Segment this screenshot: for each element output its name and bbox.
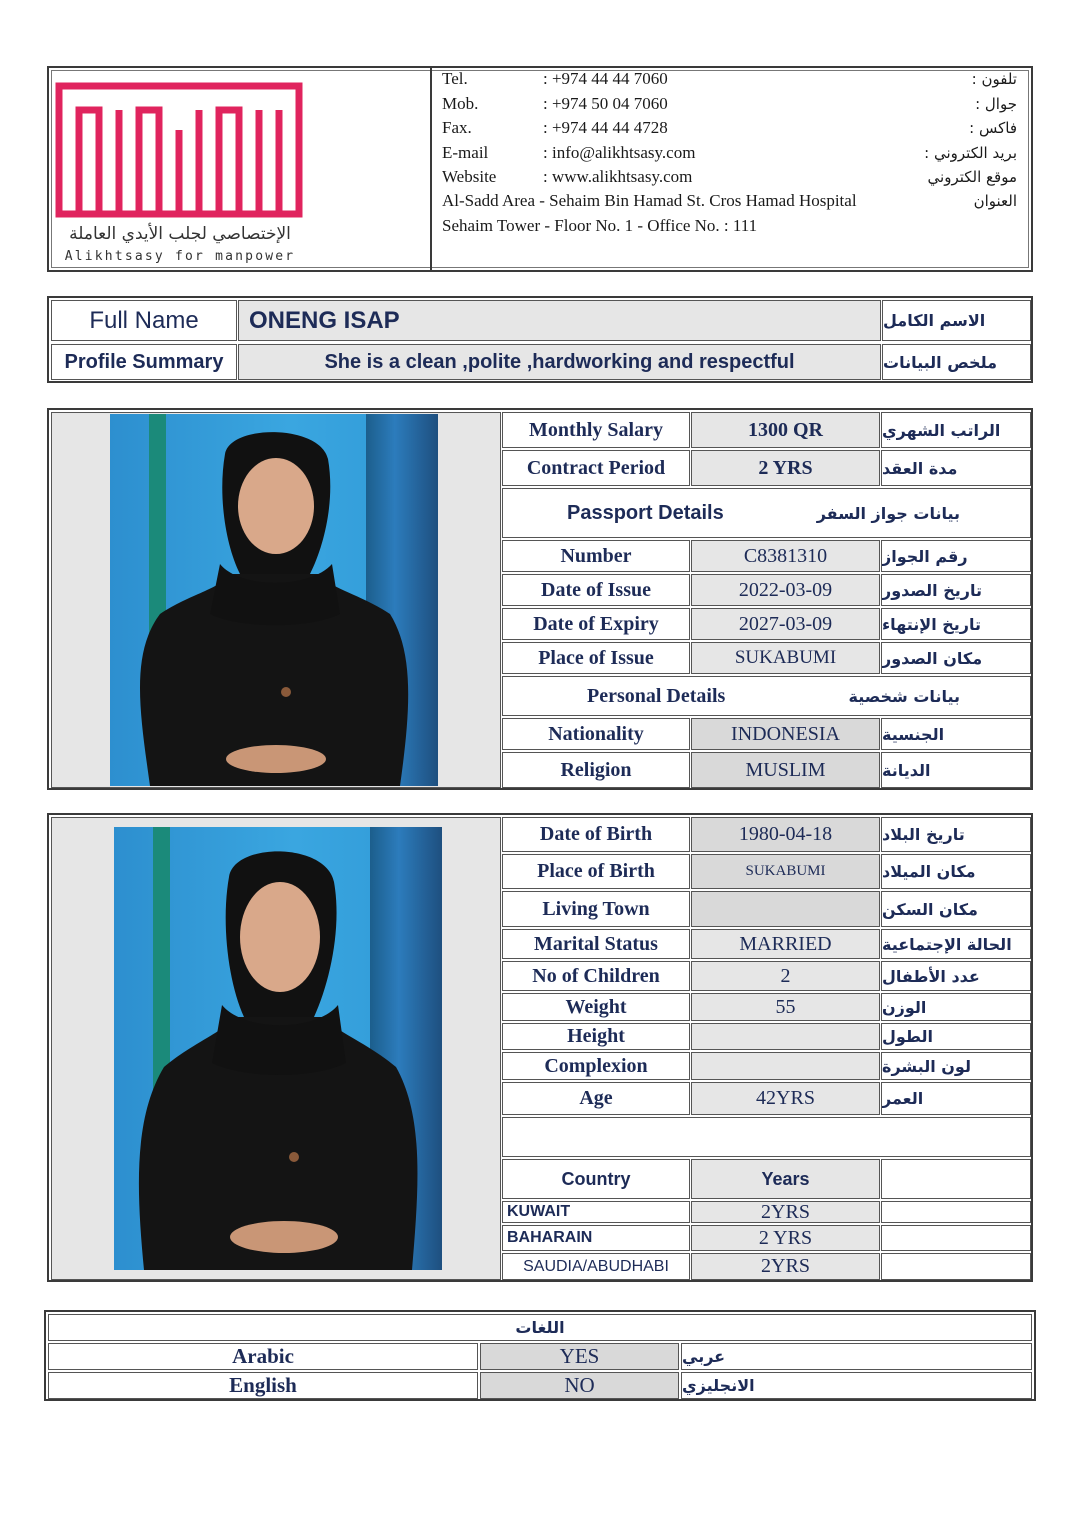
experience-years: 2YRS — [691, 1201, 880, 1223]
experience-years: 2 YRS — [691, 1225, 880, 1251]
place-of-birth-label: Place of Birth — [502, 854, 690, 889]
experience-blank — [881, 1253, 1031, 1280]
nationality-label-ar: الجنسية — [881, 718, 1031, 750]
monthly-salary-value: 1300 QR — [691, 412, 880, 448]
marital-status-value: MARRIED — [691, 929, 880, 959]
contract-period-value: 2 YRS — [691, 450, 880, 486]
living-town-label-ar: مكان السكن — [881, 891, 1031, 927]
children-label-ar: عدد الأطفال — [881, 961, 1031, 991]
experience-blank — [881, 1201, 1031, 1223]
contact-label: E-mail — [442, 143, 489, 162]
passport-details-heading: Passport Details — [567, 501, 724, 524]
full-name-value: ONENG ISAP — [238, 300, 881, 341]
personal-details-heading-ar: بيانات شخصية — [848, 686, 960, 706]
age-label: Age — [502, 1082, 690, 1115]
languages-heading-ar: اللغات — [48, 1314, 1032, 1341]
date-of-issue-value: 2022-03-09 — [691, 574, 880, 606]
passport-number-label-ar: رقم الجواز — [881, 540, 1031, 572]
complexion-label: Complexion — [502, 1052, 690, 1080]
place-of-issue-value: SUKABUMI — [691, 642, 880, 674]
date-of-issue-label: Date of Issue — [502, 574, 690, 606]
complexion-label-ar: لون البشرة — [881, 1052, 1031, 1080]
monthly-salary-label: Monthly Salary — [502, 412, 690, 448]
language-english-label: English — [48, 1372, 478, 1399]
living-town-value — [691, 891, 880, 927]
contact-value[interactable]: : www.alikhtsasy.com — [543, 167, 693, 186]
height-value — [691, 1023, 880, 1050]
place-of-birth-label-ar: مكان الميلاد — [881, 854, 1031, 889]
language-arabic-value: YES — [480, 1343, 679, 1370]
passport-details-heading-row — [502, 488, 1031, 538]
monthly-salary-label-ar: الراتب الشهري — [881, 412, 1031, 448]
place-of-issue-label: Place of Issue — [502, 642, 690, 674]
logo-english-text: Alikhtsasy for manpower — [64, 249, 296, 264]
contact-label-ar: بريد الكتروني : — [924, 144, 1017, 162]
children-label: No of Children — [502, 961, 690, 991]
profile-table — [47, 296, 1033, 383]
personal-details-heading: Personal Details — [587, 684, 726, 707]
experience-country-header: Country — [502, 1159, 690, 1199]
profile-summary-label-ar: ملخص البيانات — [882, 344, 1031, 380]
age-label-ar: العمر — [881, 1082, 1031, 1115]
candidate-photo — [110, 414, 438, 786]
blank-row — [502, 1117, 1031, 1157]
experience-blank-header — [881, 1159, 1031, 1199]
address-line-1: Al-Sadd Area - Sehaim Bin Hamad St. Cros Hamad Hospital — [442, 191, 857, 210]
contact-label: Tel. — [442, 69, 468, 88]
date-of-issue-label-ar: تاريخ الصدور — [881, 574, 1031, 606]
date-of-birth-label: Date of Birth — [502, 817, 690, 852]
experience-country: KUWAIT — [502, 1201, 690, 1223]
place-of-issue-label-ar: مكان الصدور — [881, 642, 1031, 674]
age-value: 42YRS — [691, 1082, 880, 1115]
candidate-photo-2 — [114, 827, 442, 1270]
contact-value: : +974 44 44 4728 — [543, 118, 668, 137]
contact-label-ar: تلفون : — [971, 70, 1017, 88]
passport-details-heading-ar: بيانات جواز السفر — [816, 503, 960, 523]
passport-number-value: C8381310 — [691, 540, 880, 572]
experience-country: SAUDIA/ABUDHABI — [502, 1253, 690, 1280]
contact-label: Mob. — [442, 94, 479, 113]
logo-arabic-text: الإختصاصي لجلب الأيدي العاملة — [69, 224, 291, 244]
header-divider — [430, 68, 432, 270]
experience-years: 2YRS — [691, 1253, 880, 1280]
contact-label-ar: فاكس : — [969, 119, 1017, 137]
complexion-value — [691, 1052, 880, 1080]
person-silhouette-icon — [114, 827, 442, 1270]
contact-value[interactable]: : info@alikhtsasy.com — [543, 143, 696, 162]
height-label: Height — [502, 1023, 690, 1050]
date-of-expiry-label: Date of Expiry — [502, 608, 690, 640]
passport-number-label: Number — [502, 540, 690, 572]
children-value: 2 — [691, 961, 880, 991]
address-line-2: Sehaim Tower - Floor No. 1 - Office No. : 111 — [442, 216, 758, 235]
person-silhouette-icon — [110, 414, 438, 786]
weight-label: Weight — [502, 993, 690, 1021]
marital-status-label-ar: الحالة الإجتماعية — [881, 929, 1031, 959]
weight-value: 55 — [691, 993, 880, 1021]
living-town-label: Living Town — [502, 891, 690, 927]
language-english-value: NO — [480, 1372, 679, 1399]
languages-table — [44, 1310, 1036, 1401]
contact-value: : +974 50 04 7060 — [543, 94, 668, 113]
marital-status-label: Marital Status — [502, 929, 690, 959]
religion-label: Religion — [502, 752, 690, 788]
experience-blank — [881, 1225, 1031, 1251]
contact-label: Website — [442, 167, 497, 186]
date-of-expiry-value: 2027-03-09 — [691, 608, 880, 640]
date-of-birth-label-ar: تاريخ البلاد — [881, 817, 1031, 852]
height-label-ar: الطول — [881, 1023, 1031, 1050]
weight-label-ar: الوزن — [881, 993, 1031, 1021]
profile-summary-value: She is a clean ,polite ,hardworking and respectful — [238, 344, 881, 380]
religion-value: MUSLIM — [691, 752, 880, 788]
language-english-label-ar: الانجليزي — [681, 1372, 1032, 1399]
contract-period-label-ar: مدة العقد — [881, 450, 1031, 486]
nationality-value: INDONESIA — [691, 718, 880, 750]
company-logo — [53, 80, 305, 264]
contact-label-ar: موقع الكتروني — [927, 168, 1017, 186]
language-arabic-label: Arabic — [48, 1343, 478, 1370]
personal-details-heading-row — [502, 676, 1031, 716]
experience-years-header: Years — [691, 1159, 880, 1199]
date-of-expiry-label-ar: تاريخ الإنتهاء — [881, 608, 1031, 640]
language-arabic-label-ar: عربي — [681, 1343, 1032, 1370]
contact-value: : +974 44 44 7060 — [543, 69, 668, 88]
logo-mark-icon — [53, 80, 305, 220]
company-header — [47, 66, 1033, 272]
full-name-label-ar: الاسم الكامل — [882, 300, 1031, 341]
nationality-label: Nationality — [502, 718, 690, 750]
profile-summary-label: Profile Summary — [51, 344, 237, 380]
contract-period-label: Contract Period — [502, 450, 690, 486]
place-of-birth-value: SUKABUMI — [691, 854, 880, 889]
date-of-birth-value: 1980-04-18 — [691, 817, 880, 852]
religion-label-ar: الديانة — [881, 752, 1031, 788]
experience-country: BAHARAIN — [502, 1225, 690, 1251]
contact-label-ar: جوال : — [975, 95, 1017, 113]
contact-label: Fax. — [442, 118, 472, 137]
full-name-label: Full Name — [51, 300, 237, 341]
passport-section — [47, 408, 1033, 790]
address-label-ar: العنوان — [973, 192, 1017, 210]
personal-section — [47, 813, 1033, 1282]
